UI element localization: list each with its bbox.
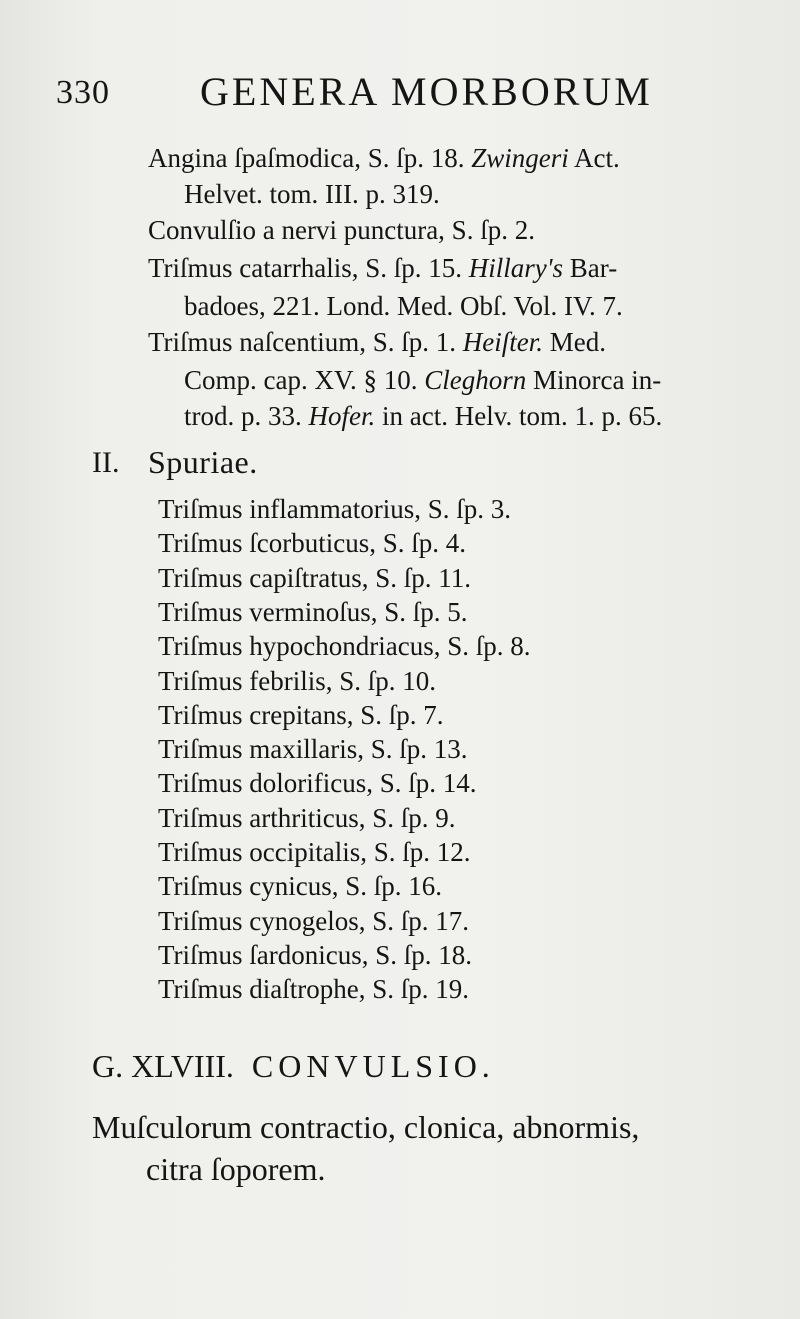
entry-text: in act. Helv. tom. 1. p. 65. [375,401,663,431]
entry-line [148,324,606,360]
entry-line [148,212,535,248]
entry-text: Med. [543,327,607,357]
species-item: Triſmus ſcorbuticus, S. ſp. 4. [158,528,467,558]
species-item: Triſmus diaſtrophe, S. ſp. 19. [158,974,470,1004]
genus-heading [92,1048,495,1085]
species-item: Triſmus febrilis, S. ſp. 10. [158,666,437,696]
species-item: Triſmus maxillaris, S. ſp. 13. [158,734,468,764]
species-item: Triſmus cynicus, S. ſp. 16. [158,871,443,901]
entry-line [184,288,623,324]
entry-text: Triſmus catarrhalis, S. ſp. 15. [148,253,469,283]
species-item: Triſmus occipitalis, S. ſp. 12. [158,837,471,867]
section-number: II. [92,446,120,479]
genus-name: CONVULSIO. [251,1048,495,1084]
page-number: 330 [56,74,110,111]
entry-text: Convulſio a nervi punctura, S. ſp. 2. [148,215,535,245]
entry-line [148,140,620,176]
entry-text: Angina ſpaſmodica, S. ſp. 18. [148,143,472,173]
entry-text: Helvet. tom. III. p. 319. [184,179,440,209]
species-item: Triſmus inflammatorius, S. ſp. 3. [158,494,512,524]
entry-text: Comp. cap. XV. § 10. [184,365,425,395]
genus-number: G. XLVIII. [92,1048,234,1084]
entry-line [184,398,662,434]
entry-text: Triſmus naſcentium, S. ſp. 1. [148,327,463,357]
species-item: Triſmus dolorificus, S. ſp. 14. [158,768,477,798]
author-name: Hillary's [468,253,564,283]
species-item: Triſmus arthriticus, S. ſp. 9. [158,803,456,833]
entry-line [184,362,661,398]
author-name: Zwingeri [471,143,569,173]
species-item: Triſmus crepitans, S. ſp. 7. [158,700,444,730]
section-label: Spuriae. [148,444,258,480]
species-item: Triſmus hypochondriacus, S. ſp. 8. [158,631,531,661]
author-name: Heiſter. [462,327,544,357]
entry-text: Minorca in- [526,365,662,395]
species-item: Triſmus cynogelos, S. ſp. 17. [158,906,470,936]
entry-text: Bar- [563,253,618,283]
entry-line [148,250,617,286]
entry-text: Act. [568,143,620,173]
running-title: GENERA MORBORUM [200,69,653,114]
species-item: Triſmus capiſtratus, S. ſp. 11. [158,563,472,593]
species-item: Triſmus ſardonicus, S. ſp. 18. [158,940,473,970]
definition-line: Muſculorum contractio, clonica, abnormis, [92,1109,640,1145]
author-name: Cleghorn [424,365,527,395]
definition-line: citra ſoporem. [146,1151,326,1187]
entry-text: badoes, 221. Lond. Med. Obſ. Vol. IV. 7. [184,291,623,321]
author-name: Hofer. [308,401,376,431]
page-header [56,68,756,118]
entry-text: trod. p. 33. [184,401,309,431]
entry-line [184,176,440,212]
species-item: Triſmus verminoſus, S. ſp. 5. [158,597,468,627]
